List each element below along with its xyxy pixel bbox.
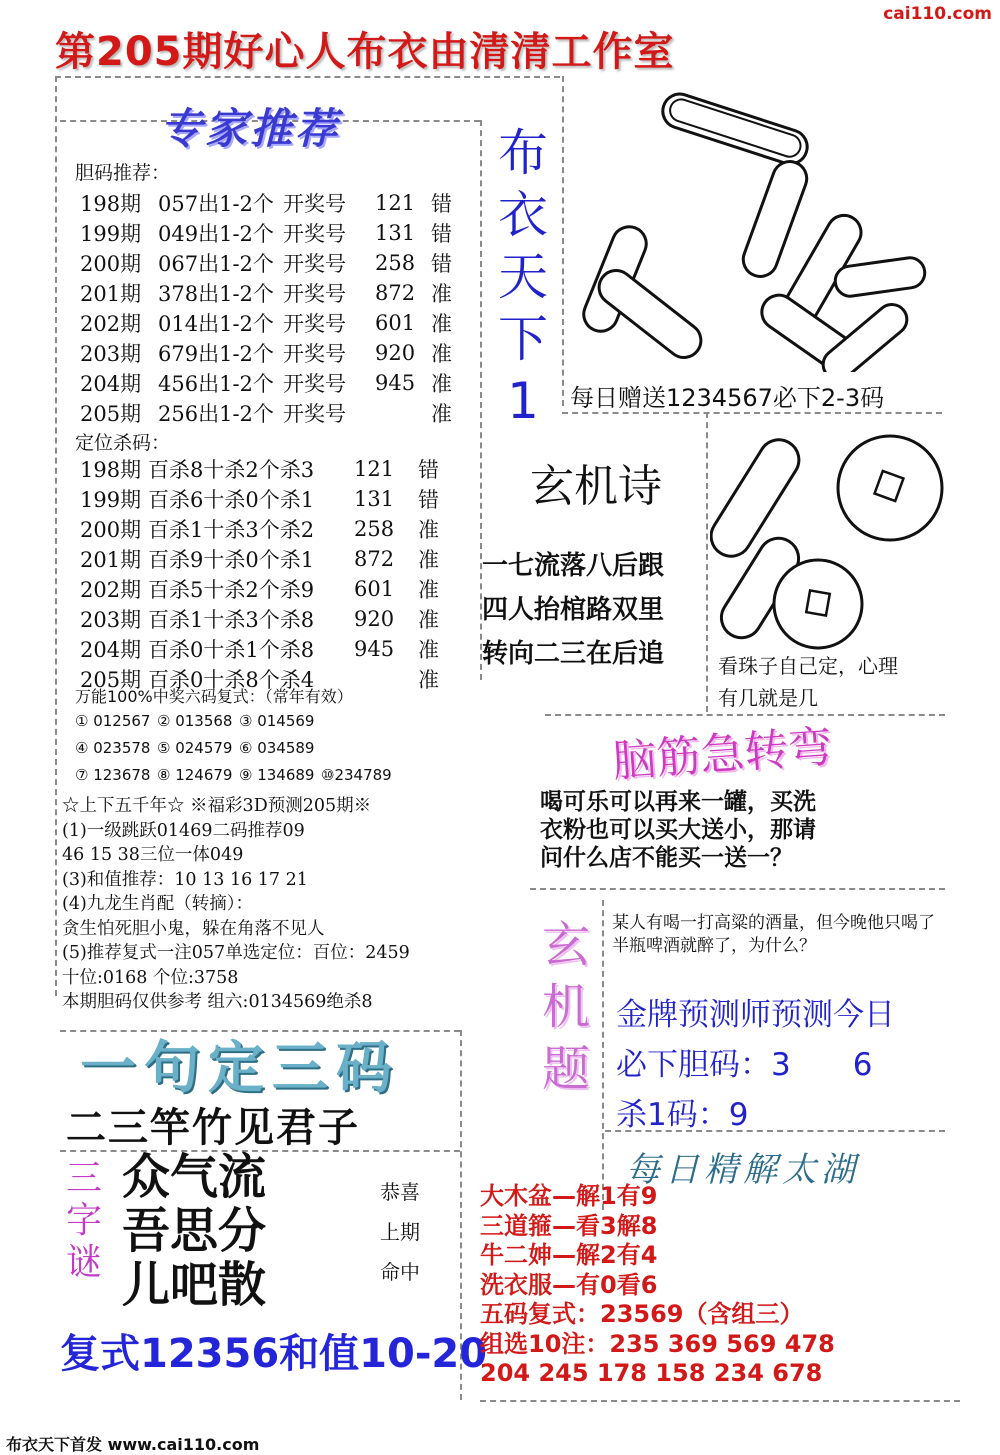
vertical-char: 题 (541, 1041, 590, 1097)
vertical-char: 布 (498, 124, 548, 182)
six-code: ⑧ 124679 (157, 766, 233, 784)
kill-table (80, 454, 458, 694)
forecast-line: ☆上下五千年☆ ※福彩3D预测205期※ (62, 796, 372, 816)
dan-row (80, 398, 471, 428)
dan-cell: 开奖号 (283, 372, 346, 396)
vertical-char: 衣 (498, 186, 548, 244)
dan-cell: 945 (375, 371, 416, 395)
dan-cell (375, 398, 431, 428)
dan-row (80, 278, 471, 308)
dan-cell: 203期 (80, 342, 142, 366)
taihu-line: 五码复式：23569（含组三） (480, 1300, 804, 1328)
daily-gift: 每日赠送1234567必下2-3码 (570, 384, 885, 412)
kill-row (80, 544, 458, 574)
gold-line: 必下胆码：3 6 (616, 1047, 873, 1083)
dan-cell: 121 (375, 191, 416, 215)
kill-cell: 百杀5十杀2个杀9 (148, 578, 315, 602)
kill-row (80, 604, 458, 634)
kill-cell: 百杀0十杀8个杀4 (148, 668, 315, 692)
six-code: ⑥ 034589 (239, 739, 315, 757)
question-line: 问什么店不能买一送一？ (540, 844, 793, 871)
dan-cell: 开奖号 (283, 252, 346, 276)
dan-cell: 准 (431, 402, 452, 426)
taihu-line: 大木盆—解1有9 (480, 1182, 658, 1210)
kill-cell: 201期 (80, 548, 142, 572)
kill-cell: 准 (418, 668, 439, 692)
forecast-line: 贪生怕死胆小鬼，躲在角落不见人 (62, 918, 325, 939)
dan-cell: 准 (431, 312, 452, 336)
dan-cell: 920 (375, 341, 416, 365)
kill-cell: 百杀6十杀0个杀1 (148, 488, 315, 512)
kill-label: 定位杀码： (75, 432, 171, 454)
forecast-block (62, 794, 410, 1015)
six-code-row (75, 739, 403, 766)
poem-line: 四人抬棺路双里 (482, 595, 665, 625)
kill-row (80, 514, 458, 544)
taihu-line: 组选10注：235 369 569 478 (480, 1329, 835, 1358)
vertical-char: 机 (541, 979, 590, 1035)
six-code: ② 013568 (157, 712, 233, 730)
vertical-char: 下 (498, 310, 548, 368)
kill-cell: 131 (354, 487, 395, 511)
dan-cell: 准 (431, 342, 452, 366)
congrats-line: 上期 (380, 1220, 420, 1244)
dan-cell: 202期 (80, 312, 142, 336)
dan-cell: 872 (375, 281, 416, 305)
divider (55, 76, 560, 78)
dan-cell: 开奖号 (283, 402, 346, 426)
taihu-title: 每日精解太湖 (626, 1150, 860, 1190)
dan-cell: 258 (375, 251, 416, 275)
xuanjiti-vertical (536, 914, 596, 1100)
dan-cell: 开奖号 (283, 222, 346, 246)
dan-cell: 开奖号 (283, 312, 346, 336)
kill-cell: 准 (418, 518, 439, 542)
dan-cell: 131 (375, 221, 416, 245)
taihu-line: 洗衣服—有0看6 (480, 1270, 658, 1299)
hint-line: 看珠子自己定，心理 (718, 654, 898, 678)
kill-cell (354, 664, 418, 694)
sanzimi-char: 谜 (65, 1242, 102, 1283)
brain-teaser-title: 脑筋急转弯 (610, 721, 834, 788)
dan-table (80, 188, 471, 428)
bead-picture (565, 92, 945, 372)
dan-cell: 201期 (80, 282, 142, 306)
kill-cell: 203期 (80, 608, 142, 632)
congrats (380, 1172, 420, 1292)
six-code-row (75, 712, 403, 739)
six-code: ③ 014569 (239, 712, 315, 730)
poem-line: 转向二三在后追 (482, 639, 665, 669)
coin-picture (710, 418, 950, 650)
dan-cell: 199期 (80, 222, 142, 246)
dan-cell: 378出1-2个 (158, 282, 274, 306)
congrats-line: 恭喜 (380, 1180, 420, 1204)
sanzimi-label (64, 1158, 104, 1284)
dan-cell: 067出1-2个 (158, 252, 274, 276)
forecast-line: (4)九龙生肖配（转摘）： (62, 894, 254, 914)
question-line: 衣粉也可以买大送小，那请 (540, 816, 816, 843)
dan-cell: 679出1-2个 (158, 342, 274, 366)
kill-cell: 198期 (80, 458, 142, 482)
kill-cell: 百杀1十杀3个杀8 (148, 608, 315, 632)
sanzimi-word: 儿吧散 (122, 1257, 267, 1313)
kill-row (80, 484, 458, 514)
sanzimi-word: 吾思分 (122, 1203, 267, 1259)
dan-cell: 204期 (80, 372, 142, 396)
forecast-line: 本期胆码仅供参考 组六:0134569绝杀8 (62, 992, 373, 1012)
dan-cell: 准 (431, 372, 452, 396)
dan-cell: 601 (375, 311, 416, 335)
kill-cell: 121 (354, 457, 395, 481)
kill-cell: 920 (354, 607, 395, 631)
kill-cell: 204期 (80, 638, 142, 662)
dan-cell: 205期 (80, 402, 142, 426)
yiju-title: 一句定三码 (80, 1036, 400, 1101)
kill-cell: 准 (418, 608, 439, 632)
kill-cell: 百杀1十杀3个杀2 (148, 518, 315, 542)
footer[interactable]: 布衣天下首发 www.cai110.com (6, 1435, 260, 1454)
taihu-line: 204 245 178 158 234 678 (480, 1359, 823, 1387)
fushi-line: 复式12356和值10-20 (60, 1331, 488, 1377)
sanzimi-char: 字 (65, 1200, 102, 1241)
sanzimi-char: 三 (65, 1158, 102, 1199)
taihu-line: 三道箍—看3解8 (480, 1211, 658, 1240)
vertical-char: 1 (507, 372, 539, 430)
page-title: 第205期好心人布衣由清清工作室 (55, 29, 675, 75)
kill-cell: 错 (418, 458, 439, 482)
forecast-line: (1)一级跳跃01469二码推荐09 (62, 820, 305, 841)
six-code: ⑩234789 (321, 766, 392, 784)
forecast-line: (3)和值推荐：10 13 16 17 21 (62, 869, 308, 890)
dan-cell: 057出1-2个 (158, 192, 274, 216)
kill-cell: 205期 (80, 668, 142, 692)
six-code: ⑨ 134689 (239, 766, 315, 784)
six-code-title: 万能100%中奖六码复式：（常年有效） (75, 687, 353, 706)
divider (530, 888, 945, 890)
divider (602, 900, 604, 1210)
dan-cell: 开奖号 (283, 282, 346, 306)
dan-cell: 错 (431, 192, 452, 216)
divider (562, 76, 564, 406)
sanzimi-words (122, 1150, 266, 1312)
kill-cell: 258 (354, 517, 395, 541)
forecast-line: (5)推荐复式一注057单选定位：百位：2459 (62, 943, 410, 963)
site-link[interactable]: cai110.com (883, 4, 992, 24)
dan-cell: 错 (431, 252, 452, 276)
xuanjiti-question: 某人有喝一打高粱的酒量，但今晚他只喝了半瓶啤酒就醉了，为什么？ (612, 913, 935, 956)
forecast-line: 十位:0168 个位:3758 (62, 967, 239, 988)
six-code: ⑤ 024579 (157, 739, 233, 757)
kill-row (80, 634, 458, 664)
six-code: ⑦ 123678 (75, 766, 151, 784)
six-code: ④ 023578 (75, 739, 151, 757)
dan-cell: 256出1-2个 (158, 402, 274, 426)
gold-forecast (616, 990, 895, 1140)
six-code: ① 012567 (75, 712, 151, 730)
kill-cell: 准 (418, 578, 439, 602)
dan-cell: 014出1-2个 (158, 312, 274, 336)
xuanjishi-poem (482, 544, 664, 676)
kill-cell: 200期 (80, 518, 142, 542)
six-code-row (75, 766, 403, 793)
divider (55, 76, 57, 996)
dan-cell: 准 (431, 282, 452, 306)
vertical-char: 天 (498, 248, 548, 306)
dan-label: 胆码推荐： (75, 162, 171, 184)
taihu-lines (480, 1182, 835, 1389)
yiju-poem: 二三竿竹见君子 (66, 1104, 360, 1151)
dan-cell: 错 (431, 222, 452, 246)
sanzimi-word: 众气流 (122, 1149, 267, 1205)
kill-cell: 199期 (80, 488, 142, 512)
gold-line: 杀1码：9 (616, 1097, 749, 1133)
expert-title: 专家推荐 (160, 104, 341, 153)
dan-cell: 200期 (80, 252, 142, 276)
dan-row (80, 368, 471, 398)
kill-cell: 百杀0十杀1个杀8 (148, 638, 315, 662)
xuanjishi-title: 玄机诗 (530, 461, 662, 512)
congrats-line: 命中 (380, 1260, 420, 1284)
question-line: 喝可乐可以再来一罐，买洗 (540, 788, 816, 815)
six-code-list (75, 712, 403, 793)
kill-cell: 945 (354, 637, 395, 661)
dan-cell: 开奖号 (283, 192, 346, 216)
kill-cell: 准 (418, 548, 439, 572)
kill-cell: 601 (354, 577, 395, 601)
forecast-line: 46 15 38三位一体049 (62, 845, 244, 865)
dan-row (80, 218, 471, 248)
kill-row (80, 454, 458, 484)
kill-cell: 872 (354, 547, 395, 571)
dan-row (80, 248, 471, 278)
poem-line: 一七流落八后跟 (482, 551, 665, 581)
dan-cell: 198期 (80, 192, 142, 216)
buyi-tianxia-vertical (498, 122, 548, 432)
kill-cell: 百杀8十杀2个杀3 (148, 458, 315, 482)
divider (480, 1400, 960, 1402)
gold-line: 金牌预测师预测今日 (616, 997, 895, 1033)
divider (706, 412, 708, 712)
brain-teaser-question (540, 788, 816, 872)
kill-cell: 百杀9十杀0个杀1 (148, 548, 315, 572)
kill-cell: 202期 (80, 578, 142, 602)
dan-row (80, 188, 471, 218)
hint-line: 有几就是几 (718, 686, 818, 710)
dan-row (80, 338, 471, 368)
dan-cell: 456出1-2个 (158, 372, 274, 396)
kill-row (80, 574, 458, 604)
kill-cell: 错 (418, 488, 439, 512)
dan-cell: 049出1-2个 (158, 222, 274, 246)
vertical-char: 玄 (541, 917, 590, 973)
dan-row (80, 308, 471, 338)
kill-cell: 准 (418, 638, 439, 662)
taihu-line: 牛二妽—解2有4 (480, 1241, 658, 1269)
dan-cell: 开奖号 (283, 342, 346, 366)
bead-hint (718, 650, 898, 714)
